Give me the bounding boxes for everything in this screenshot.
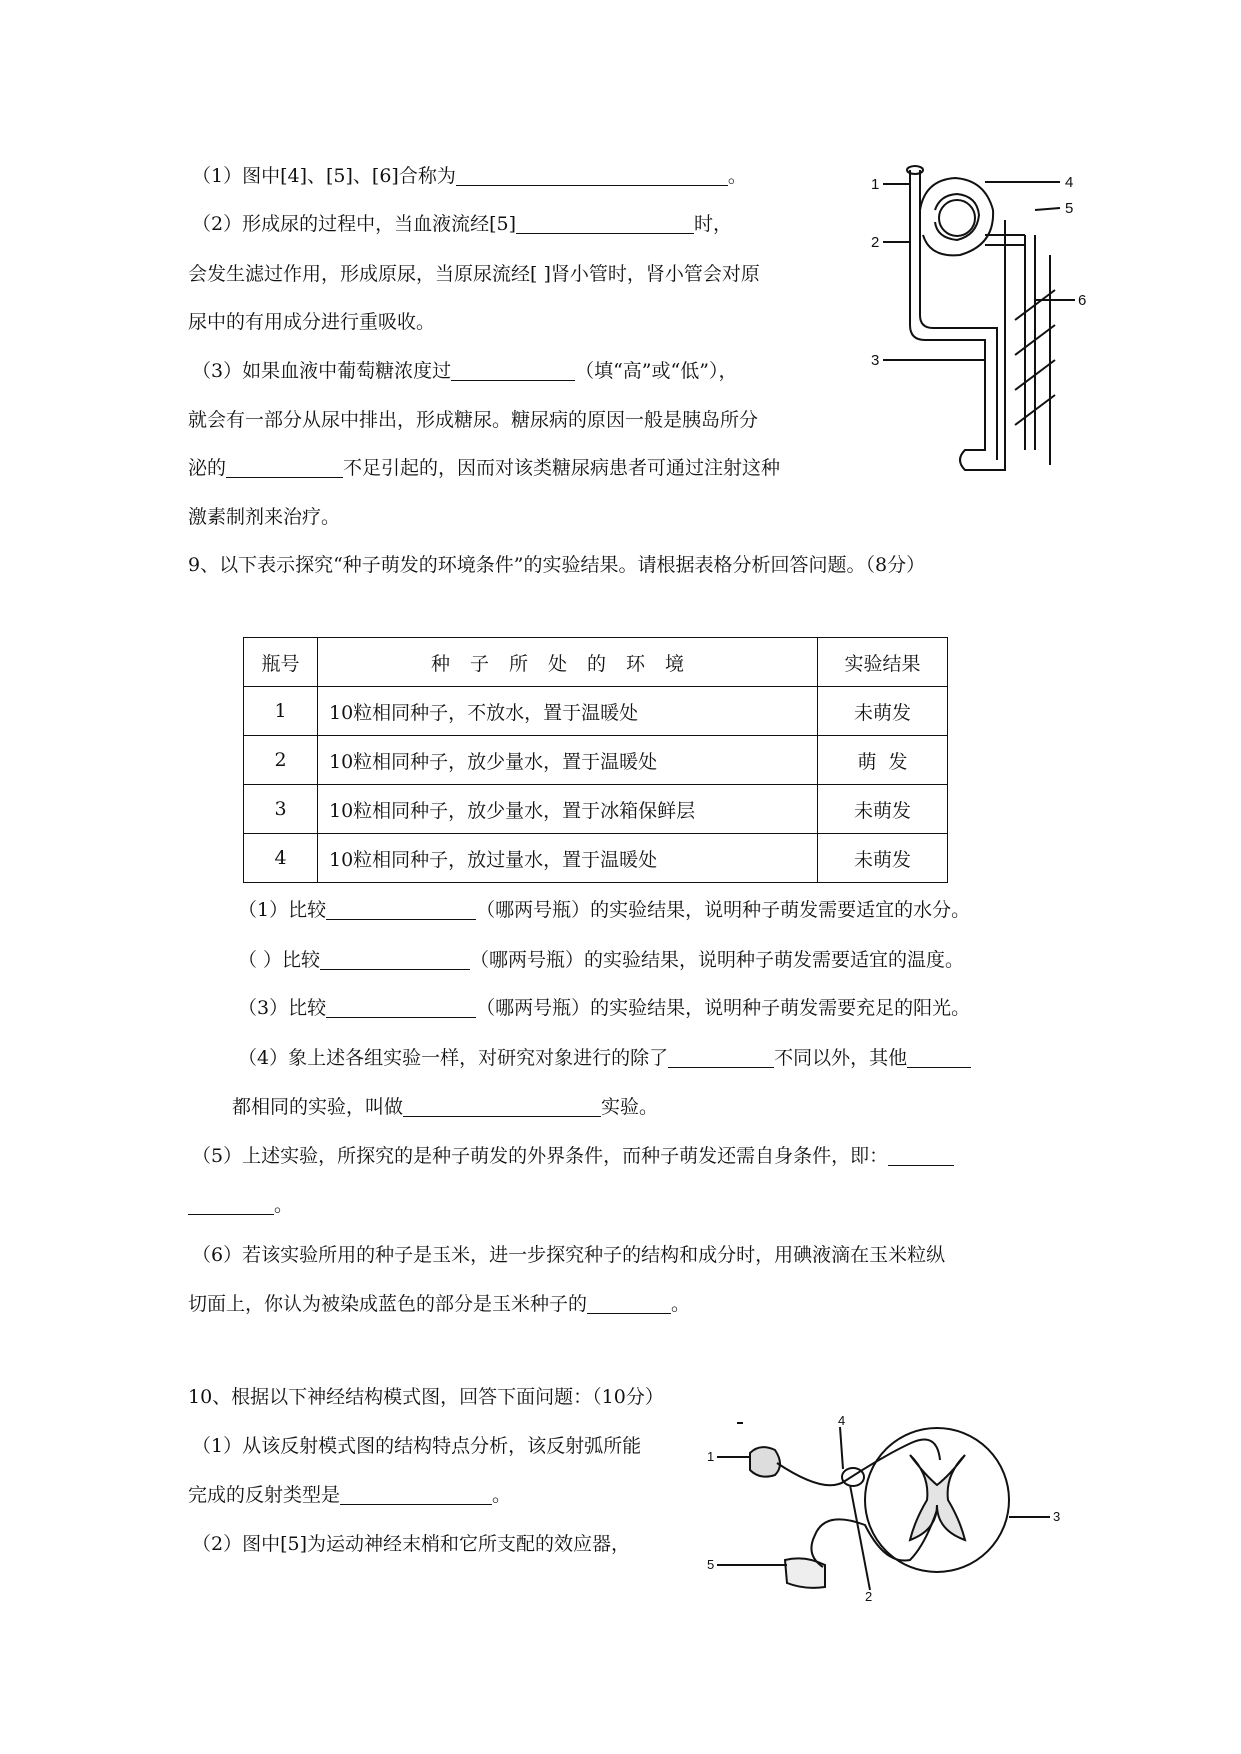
q9-sub4-prefix: （4）象上述各组实验一样，对研究对象进行的除了 bbox=[238, 1047, 669, 1069]
answer-blank[interactable] bbox=[668, 1047, 774, 1068]
answer-blank[interactable] bbox=[451, 360, 575, 381]
nephron-label-3: 3 bbox=[871, 352, 880, 369]
q9-sub1-prefix: （1）比较 bbox=[238, 899, 327, 921]
q10-line-3: （2）图中[5]为运动神经末梢和它所支配的效应器， bbox=[192, 1533, 631, 1555]
q8-line-2 bbox=[192, 212, 732, 236]
answer-blank[interactable] bbox=[326, 899, 476, 920]
table-cell: 未萌发 bbox=[818, 687, 948, 736]
table-row bbox=[244, 736, 948, 785]
nephron-label-1: 1 bbox=[871, 176, 880, 193]
q10-sub1-suffix: 。 bbox=[492, 1484, 512, 1506]
answer-blank[interactable] bbox=[907, 1047, 971, 1068]
q9-sub2-prefix: （ ）比较 bbox=[238, 949, 321, 971]
q9-line-1 bbox=[238, 898, 970, 922]
nephron-label-5: 5 bbox=[1065, 200, 1074, 217]
answer-blank[interactable] bbox=[340, 1484, 492, 1505]
q9-sub5-suffix: 。 bbox=[274, 1194, 294, 1216]
table-cell: 萌 发 bbox=[818, 736, 948, 785]
table-row bbox=[244, 785, 948, 834]
q9-sub4-middle: 不同以外，其他 bbox=[774, 1047, 908, 1069]
table-header: 种子所处的环境 bbox=[318, 638, 818, 687]
answer-blank[interactable] bbox=[587, 1293, 671, 1314]
q8-line-8: 激素制剂来治疗。 bbox=[188, 506, 341, 528]
q8-line-5 bbox=[192, 359, 737, 383]
q9-line-6 bbox=[192, 1144, 954, 1168]
q9-line-4 bbox=[238, 1046, 971, 1070]
q9-sub6-suffix: 。 bbox=[671, 1293, 691, 1315]
q9-line-7 bbox=[188, 1193, 293, 1217]
answer-blank[interactable] bbox=[326, 997, 476, 1018]
q8-line-6: 就会有一部分从尿中排出，形成糖尿。糖尿病的原因一般是胰岛所分 bbox=[188, 409, 759, 431]
answer-blank[interactable] bbox=[456, 165, 728, 186]
table-cell: 10粒相同种子，放过量水，置于温暖处 bbox=[318, 834, 818, 883]
table-cell: 10粒相同种子，放少量水，置于温暖处 bbox=[318, 736, 818, 785]
q9-sub5-prefix: （5）上述实验，所探究的是种子萌发的外界条件，而种子萌发还需自身条件，即： bbox=[192, 1145, 889, 1167]
q8-part3-suffix: （填“高”或“低”）， bbox=[575, 360, 738, 382]
q9-sub2-suffix: （哪两号瓶）的实验结果，说明种子萌发需要适宜的温度。 bbox=[470, 949, 965, 971]
table-header: 瓶号 bbox=[244, 638, 318, 687]
answer-blank[interactable] bbox=[320, 949, 470, 970]
reflex-label-3: 3 bbox=[1053, 1509, 1061, 1524]
q8-part2-prefix: （2）形成尿的过程中，当血液流经[5] bbox=[192, 213, 517, 235]
table-cell: 1 bbox=[244, 687, 318, 736]
answer-blank[interactable] bbox=[403, 1096, 601, 1117]
q8-part1-suffix: 。 bbox=[727, 165, 747, 187]
nephron-label-6: 6 bbox=[1078, 292, 1087, 309]
answer-blank[interactable] bbox=[226, 457, 343, 478]
q9-sub3-suffix: （哪两号瓶）的实验结果，说明种子萌发需要充足的阳光。 bbox=[476, 997, 971, 1019]
q8-part3-prefix: （3）如果血液中葡萄糖浓度过 bbox=[192, 360, 452, 382]
q8-line-3: 会发生滤过作用，形成原尿，当原尿流经[ ]肾小管时，肾小管会对原 bbox=[188, 263, 760, 285]
q8-line-4: 尿中的有用成分进行重吸收。 bbox=[188, 311, 436, 333]
table-row bbox=[244, 834, 948, 883]
q9-sub6-prefix: 切面上，你认为被染成蓝色的部分是玉米种子的 bbox=[188, 1293, 588, 1315]
answer-blank[interactable] bbox=[888, 1145, 954, 1166]
table-row bbox=[244, 687, 948, 736]
answer-blank[interactable] bbox=[516, 213, 694, 234]
q8-part2-suffix: 时， bbox=[694, 213, 733, 235]
table-cell: 3 bbox=[244, 785, 318, 834]
q9-line-5 bbox=[232, 1095, 658, 1119]
table-cell: 未萌发 bbox=[818, 834, 948, 883]
q8-part1-prefix: （1）图中[4]、[5]、[6]合称为 bbox=[192, 165, 456, 187]
table-header: 实验结果 bbox=[818, 638, 948, 687]
q10-line-2 bbox=[188, 1483, 511, 1507]
nephron-label-2: 2 bbox=[871, 234, 880, 251]
table-header-row bbox=[244, 638, 948, 687]
q9-sub1-suffix: （哪两号瓶）的实验结果，说明种子萌发需要适宜的水分。 bbox=[476, 899, 971, 921]
q8-part3-hormone-suffix: 不足引起的，因而对该类糖尿病患者可通过注射这种 bbox=[343, 457, 781, 479]
q10-line-1: （1）从该反射模式图的结构特点分析，该反射弧所能 bbox=[192, 1435, 642, 1457]
q8-part3-hormone-prefix: 泌的 bbox=[188, 457, 227, 479]
q9-sub3-prefix: （3）比较 bbox=[238, 997, 327, 1019]
table-cell: 未萌发 bbox=[818, 785, 948, 834]
nephron-label-4: 4 bbox=[1065, 174, 1074, 191]
experiment-table bbox=[243, 637, 948, 883]
table-cell: 2 bbox=[244, 736, 318, 785]
q9-line-3 bbox=[238, 996, 970, 1020]
reflex-label-5: 5 bbox=[707, 1557, 715, 1572]
table-cell: 10粒相同种子，放少量水，置于冰箱保鲜层 bbox=[318, 785, 818, 834]
q9-line-2 bbox=[238, 948, 964, 972]
q10-sub1-prefix: 完成的反射类型是 bbox=[188, 1484, 341, 1506]
q9-title: 9、以下表示探究“种子萌发的环境条件”的实验结果。请根据表格分析回答问题。（8分） bbox=[188, 554, 926, 576]
q9-sub4-cont-suffix: 实验。 bbox=[601, 1096, 659, 1118]
nephron-diagram bbox=[865, 150, 1095, 505]
reflex-arc-diagram bbox=[705, 1415, 1065, 1605]
q10-title: 10、根据以下神经结构模式图，回答下面问题：（10分） bbox=[188, 1386, 664, 1408]
reflex-label-1: 1 bbox=[707, 1449, 715, 1464]
q9-line-8: （6）若该实验所用的种子是玉米，进一步探究种子的结构和成分时，用碘液滴在玉米粒纵 bbox=[192, 1244, 946, 1266]
q9-line-9 bbox=[188, 1292, 690, 1316]
q8-line-1 bbox=[192, 164, 747, 188]
table-cell: 4 bbox=[244, 834, 318, 883]
answer-blank[interactable] bbox=[188, 1194, 274, 1215]
reflex-label-4: 4 bbox=[838, 1415, 846, 1428]
reflex-label-2: 2 bbox=[865, 1589, 873, 1604]
q9-sub4-cont-prefix: 都相同的实验，叫做 bbox=[232, 1096, 404, 1118]
q8-line-7 bbox=[188, 456, 780, 480]
table-cell: 10粒相同种子，不放水，置于温暖处 bbox=[318, 687, 818, 736]
